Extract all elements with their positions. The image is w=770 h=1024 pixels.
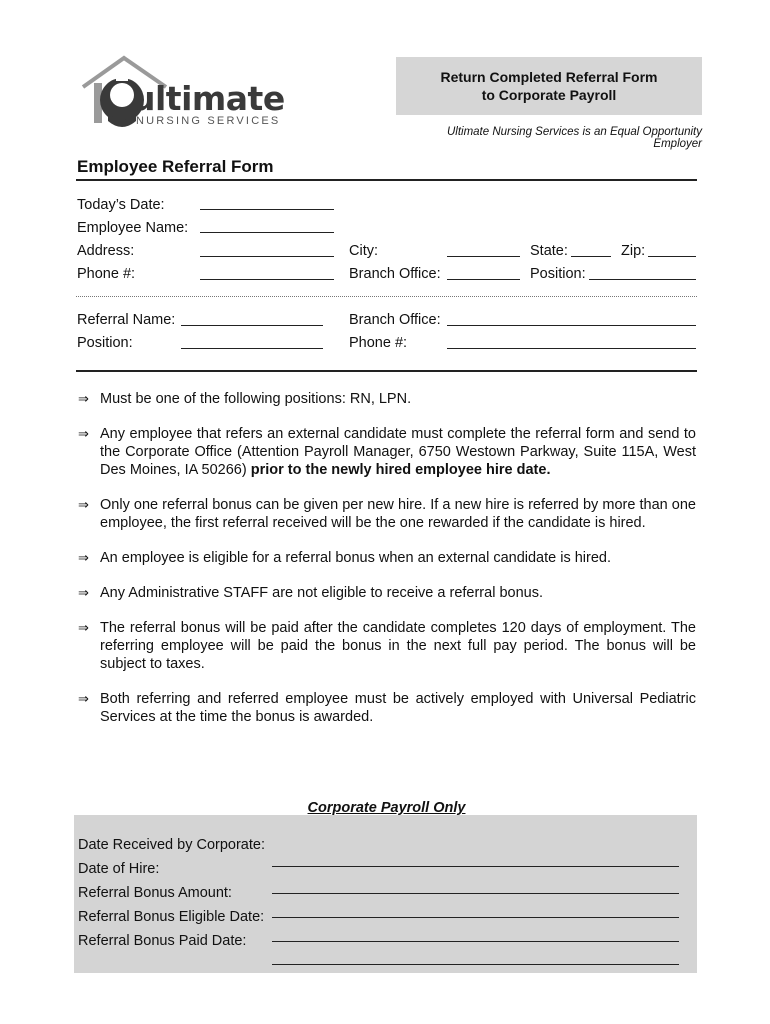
eoe-statement: Ultimate Nursing Services is an Equal Opportunity Employer	[446, 126, 702, 150]
referral-position-field[interactable]	[181, 348, 323, 349]
policy-list	[78, 390, 696, 743]
fields-rule	[76, 370, 697, 372]
arrow-icon: ⇒	[78, 497, 89, 512]
todays-date-field[interactable]	[200, 209, 334, 210]
referral-branch-field[interactable]	[447, 325, 696, 326]
position-label: Position:	[530, 266, 586, 282]
return-notice-box	[396, 57, 702, 115]
position-field[interactable]	[589, 279, 696, 280]
section-divider	[76, 296, 697, 297]
company-logo	[80, 55, 300, 135]
referral-phone-label: Phone #:	[349, 335, 408, 351]
city-label: City:	[349, 243, 378, 259]
referral-name-label: Referral Name:	[77, 312, 176, 328]
arrow-icon: ⇒	[78, 620, 89, 635]
logo-tagline: NURSING SERVICES	[136, 115, 281, 127]
bonus-amount-label: Referral Bonus Amount:	[78, 885, 232, 901]
bonus-amount-field[interactable]	[272, 917, 679, 918]
date-of-hire-field[interactable]	[272, 893, 679, 894]
title-rule	[76, 179, 697, 181]
logo-word: ultimate	[132, 79, 285, 118]
list-item: ⇒ Any employee that refers an external candidate must complete the referral form and send to the Corporate Office (Attention Payroll Manager, 6750 Westown Parkway, Suite 115A, West Des Moines, IA 50266) prior to the newly hired employee hire date.	[78, 426, 696, 478]
branch-office-field[interactable]	[447, 279, 520, 280]
form-title: Employee Referral Form	[77, 157, 274, 176]
branch-office-label: Branch Office:	[349, 266, 441, 282]
todays-date-label: Today’s Date:	[77, 197, 165, 213]
eligible-date-label: Referral Bonus Eligible Date:	[78, 909, 265, 925]
employee-name-label: Employee Name:	[77, 220, 189, 236]
phone-label: Phone #:	[77, 266, 136, 282]
arrow-icon: ⇒	[78, 691, 89, 706]
return-notice: Return Completed Referral Form to Corporate Payroll	[440, 69, 658, 103]
paid-date-field[interactable]	[272, 964, 679, 965]
address-label: Address:	[77, 243, 135, 259]
list-item: ⇒ Both referring and referred employee must be actively employed with Universal Pediatric Services at the time the bonus is awarded.	[78, 691, 696, 725]
zip-field[interactable]	[648, 256, 696, 257]
referral-branch-label: Branch Office:	[349, 312, 441, 328]
arrow-icon: ⇒	[78, 391, 89, 406]
eligible-date-field[interactable]	[272, 941, 679, 942]
date-received-label: Date Received by Corporate:	[78, 837, 265, 853]
paid-date-label: Referral Bonus Paid Date:	[78, 933, 247, 949]
list-item: ⇒ Any Administrative STAFF are not eligible to receive a referral bonus.	[78, 585, 543, 601]
employee-name-field[interactable]	[200, 232, 334, 233]
referral-phone-field[interactable]	[447, 348, 696, 349]
state-label: State:	[530, 243, 568, 259]
referral-name-field[interactable]	[181, 325, 323, 326]
phone-field[interactable]	[200, 279, 334, 280]
date-of-hire-label: Date of Hire:	[78, 861, 160, 877]
list-item: ⇒ Must be one of the following positions: RN, LPN.	[78, 391, 412, 407]
zip-label: Zip:	[621, 243, 646, 259]
address-field[interactable]	[200, 256, 334, 257]
date-received-field[interactable]	[272, 866, 679, 867]
arrow-icon: ⇒	[78, 550, 89, 565]
arrow-icon: ⇒	[78, 585, 89, 600]
referral-position-label: Position:	[77, 335, 133, 351]
corporate-title: Corporate Payroll Only	[307, 800, 466, 816]
arrow-icon: ⇒	[78, 426, 89, 441]
state-field[interactable]	[571, 256, 611, 257]
list-item: ⇒ The referral bonus will be paid after the candidate completes 120 days of employment. The referring employee will be paid the bonus in the next full pay period. The bonus will be subject to taxes.	[78, 620, 696, 672]
list-item: ⇒ Only one referral bonus can be given per new hire. If a new hire is referred by more than one employee, the first referral received will be the one rewarded if the candidate is hired.	[78, 497, 696, 531]
city-field[interactable]	[447, 256, 520, 257]
list-item: ⇒ An employee is eligible for a referral bonus when an external candidate is hired.	[78, 550, 612, 566]
